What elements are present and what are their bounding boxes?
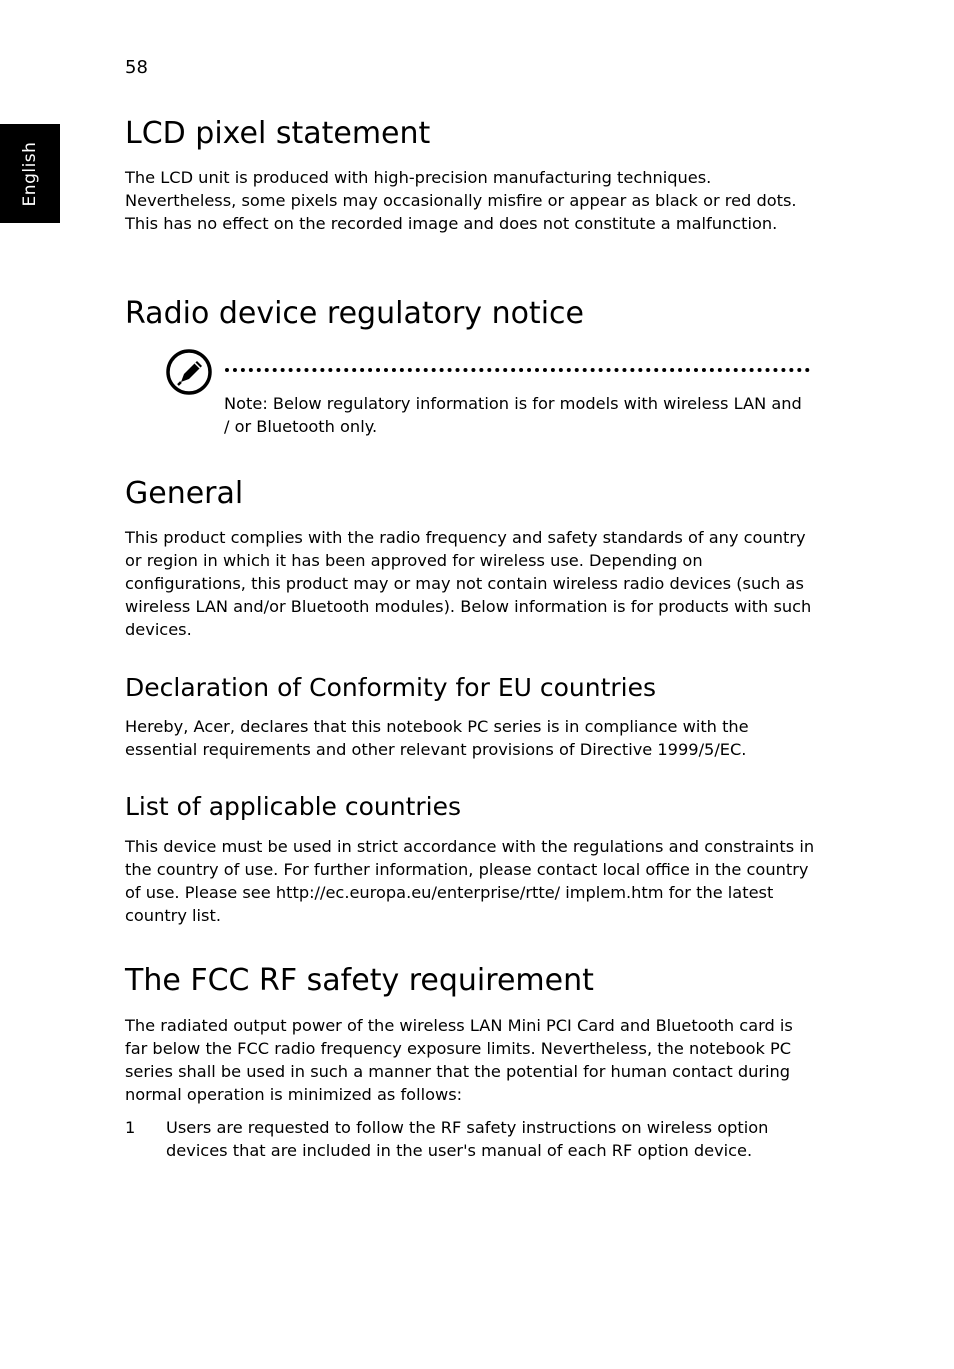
general-heading: General: [125, 476, 244, 511]
countries-body: This device must be used in strict accordance with the regulations and constraints in the country of use. For further information, please contact local office in the country of use. Please see http://ec.europa.eu/enterprise/rtte/ implem.htm for the latest country list.: [125, 837, 815, 926]
doc-eu-heading: Declaration of Conformity for EU countries: [125, 673, 657, 702]
note-divider: [225, 368, 810, 372]
general-body: This product complies with the radio frequency and safety standards of any country or region in which it has been approved for wireless use. Depending on configurations, this product may or may not contain wireless radio devices (such as wireless LAN and/or Bluetooth modules). Below information is for products with such devices.: [125, 528, 812, 640]
note-pen-icon: [166, 349, 212, 395]
lcd-heading: LCD pixel statement: [125, 116, 431, 151]
page-number: 58: [125, 57, 148, 78]
doc-eu-body: Hereby, Acer, declares that this notebook PC series is in compliance with the essential requirements and other relevant provisions of Directive 1999/5/EC.: [125, 717, 749, 760]
lcd-body: The LCD unit is produced with high-precision manufacturing techniques. Nevertheless, some pixels may occasionally misfire or appear as black or red dots. This has no effect on the recorded image and does not constitute a malfunction.: [125, 168, 797, 234]
fcc-heading: The FCC RF safety requirement: [125, 963, 594, 998]
radio-heading: Radio device regulatory notice: [125, 296, 584, 331]
fcc-list-item: Users are requested to follow the RF safety instructions on wireless option devices that are included in the user's manual of each RF option device.: [166, 1118, 769, 1161]
language-tab-label: English: [20, 141, 40, 206]
note-text: [224, 392, 804, 438]
fcc-body: The radiated output power of the wireless LAN Mini PCI Card and Bluetooth card is far below the FCC radio frequency exposure limits. Nevertheless, the notebook PC series shall be used in such a manner that the potential for human contact during normal operation is minimized as follows:: [125, 1016, 793, 1105]
countries-heading: List of applicable countries: [125, 792, 462, 821]
note-body: : Below regulatory information is for models with wireless LAN and / or Bluetooth only.: [224, 394, 802, 437]
note-label: Note: [224, 394, 263, 413]
language-tab: [0, 124, 60, 223]
fcc-list-number: 1: [125, 1118, 136, 1137]
